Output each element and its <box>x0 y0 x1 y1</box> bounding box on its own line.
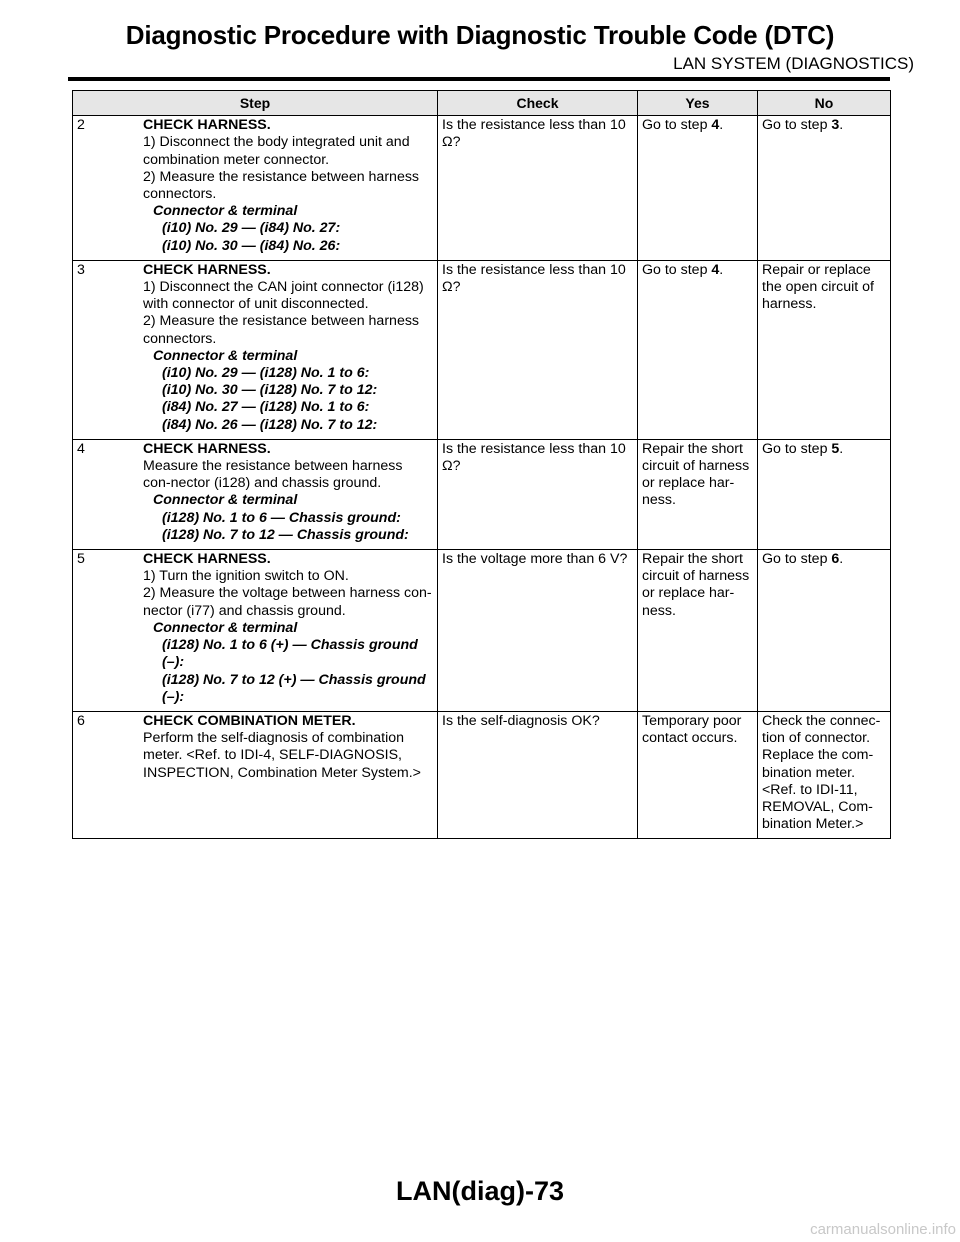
step-title: CHECK HARNESS. <box>143 261 271 278</box>
column-header-no: No <box>758 91 891 116</box>
section-subtitle: LAN SYSTEM (DIAGNOSTICS) <box>673 54 914 73</box>
connector-terminal-item: (i128) No. 7 to 12 (+) — Chassis ground (–): <box>162 671 426 705</box>
no-text-end: . <box>839 440 844 457</box>
table-header-row <box>73 91 891 116</box>
no-step-ref: 6 <box>831 551 840 568</box>
header-divider <box>68 77 890 81</box>
table-row <box>73 550 891 712</box>
step-title: CHECK COMBINATION METER. <box>143 712 356 729</box>
yes-text: Go to step <box>642 117 712 134</box>
step-instruction: 1) Turn the ignition switch to ON. <box>143 568 349 585</box>
step-number: 6 <box>77 712 85 729</box>
step-instruction: 1) Disconnect the CAN joint connector (i128) with connector of unit disconnected. <box>143 279 424 313</box>
table-row <box>73 711 891 838</box>
check-text: Is the resistance less than 10 Ω? <box>442 117 626 151</box>
no-step-ref: 3 <box>831 117 840 134</box>
no-text-end: . <box>839 117 844 134</box>
connector-terminal-item: (i84) No. 27 — (i128) No. 1 to 6: <box>162 399 370 416</box>
no-step-ref: 5 <box>831 440 840 457</box>
step-cell <box>73 116 438 261</box>
column-header-check: Check <box>438 91 638 116</box>
check-cell <box>438 711 638 838</box>
no-text: Check the connec-tion of connector. Replace the com-bination meter. <Ref. to IDI-11, REMOVAL, Com-bination Meter.> <box>762 712 881 833</box>
connector-terminal-item: (i10) No. 30 — (i84) No. 26: <box>162 237 341 254</box>
no-text: Go to step <box>762 117 832 134</box>
step-instruction: Perform the self-diagnosis of combination meter. <Ref. to IDI-4, SELF-DIAGNOSIS, INSPECTION, Combination Meter System.> <box>143 730 421 781</box>
connector-terminal-label: Connector & terminal <box>153 619 298 636</box>
yes-cell <box>638 439 758 549</box>
check-text: Is the voltage more than 6 V? <box>442 551 628 568</box>
yes-text: Go to step <box>642 261 712 278</box>
step-cell <box>73 260 438 439</box>
check-text: Is the resistance less than 10 Ω? <box>442 261 626 296</box>
no-cell <box>758 439 891 549</box>
connector-terminal-item: (i128) No. 1 to 6 (+) — Chassis ground (–): <box>162 637 418 671</box>
connector-terminal-item: (i10) No. 29 — (i84) No. 27: <box>162 220 341 237</box>
step-instruction: Measure the resistance between harness con-nector (i128) and chassis ground. <box>143 458 403 492</box>
connector-terminal-label: Connector & terminal <box>153 347 298 364</box>
connector-terminal-item: (i10) No. 29 — (i128) No. 1 to 6: <box>162 365 370 382</box>
step-title: CHECK HARNESS. <box>143 117 271 134</box>
connector-terminal-item: (i84) No. 26 — (i128) No. 7 to 12: <box>162 416 378 433</box>
yes-step-ref: 4 <box>711 261 720 278</box>
no-text: Go to step <box>762 551 832 568</box>
yes-step-ref: 4 <box>711 117 720 134</box>
check-text: Is the self-diagnosis OK? <box>442 712 600 729</box>
connector-terminal-label: Connector & terminal <box>153 492 298 509</box>
diagnostic-procedure-table <box>72 90 891 839</box>
step-title: CHECK HARNESS. <box>143 440 271 457</box>
check-cell <box>438 260 638 439</box>
step-number: 3 <box>77 261 85 278</box>
yes-cell <box>638 711 758 838</box>
step-title: CHECK HARNESS. <box>143 551 271 568</box>
table-row <box>73 439 891 549</box>
check-cell <box>438 550 638 712</box>
column-header-step: Step <box>73 91 438 116</box>
no-cell <box>758 260 891 439</box>
yes-text-end: . <box>719 117 724 134</box>
check-cell <box>438 439 638 549</box>
step-instruction: 1) Disconnect the body integrated unit and combination meter connector. <box>143 134 410 168</box>
yes-text: Repair the short circuit of harness or replace har-ness. <box>642 440 750 509</box>
step-instruction: 2) Measure the voltage between harness con-nector (i77) and chassis ground. <box>143 585 432 619</box>
connector-terminal-label: Connector & terminal <box>153 203 298 220</box>
connector-terminal-item: (i10) No. 30 — (i128) No. 7 to 12: <box>162 382 378 399</box>
no-text: Repair or replace the open circuit of harness. <box>762 261 874 313</box>
step-instruction: 2) Measure the resistance between harness connectors. <box>143 168 420 203</box>
step-instruction: 2) Measure the resistance between harness connectors. <box>143 313 420 347</box>
no-text: Go to step <box>762 440 832 457</box>
page-number: LAN(diag)-73 <box>396 1176 564 1206</box>
connector-terminal-item: (i128) No. 1 to 6 — Chassis ground: <box>162 509 401 526</box>
page-title: Diagnostic Procedure with Diagnostic Trouble Code (DTC) <box>125 20 835 50</box>
yes-cell <box>638 260 758 439</box>
column-header-yes: Yes <box>638 91 758 116</box>
step-number: 4 <box>77 440 85 457</box>
watermark: carmanualsonline.info <box>810 1221 956 1238</box>
yes-cell <box>638 550 758 712</box>
connector-terminal-item: (i128) No. 7 to 12 — Chassis ground: <box>162 526 409 543</box>
step-number: 5 <box>77 551 85 568</box>
no-cell <box>758 116 891 261</box>
no-text-end: . <box>839 551 844 568</box>
yes-text: Repair the short circuit of harness or replace har-ness. <box>642 551 750 619</box>
no-cell <box>758 550 891 712</box>
yes-text: Temporary poor contact occurs. <box>642 712 742 747</box>
check-text: Is the resistance less than 10 Ω? <box>442 440 626 475</box>
step-cell <box>73 711 438 838</box>
yes-cell <box>638 116 758 261</box>
no-cell <box>758 711 891 838</box>
check-cell <box>438 116 638 261</box>
step-number: 2 <box>77 117 85 134</box>
step-cell <box>73 550 438 712</box>
table-row <box>73 260 891 439</box>
yes-text-end: . <box>719 261 724 278</box>
table-row <box>73 116 891 261</box>
step-cell <box>73 439 438 549</box>
